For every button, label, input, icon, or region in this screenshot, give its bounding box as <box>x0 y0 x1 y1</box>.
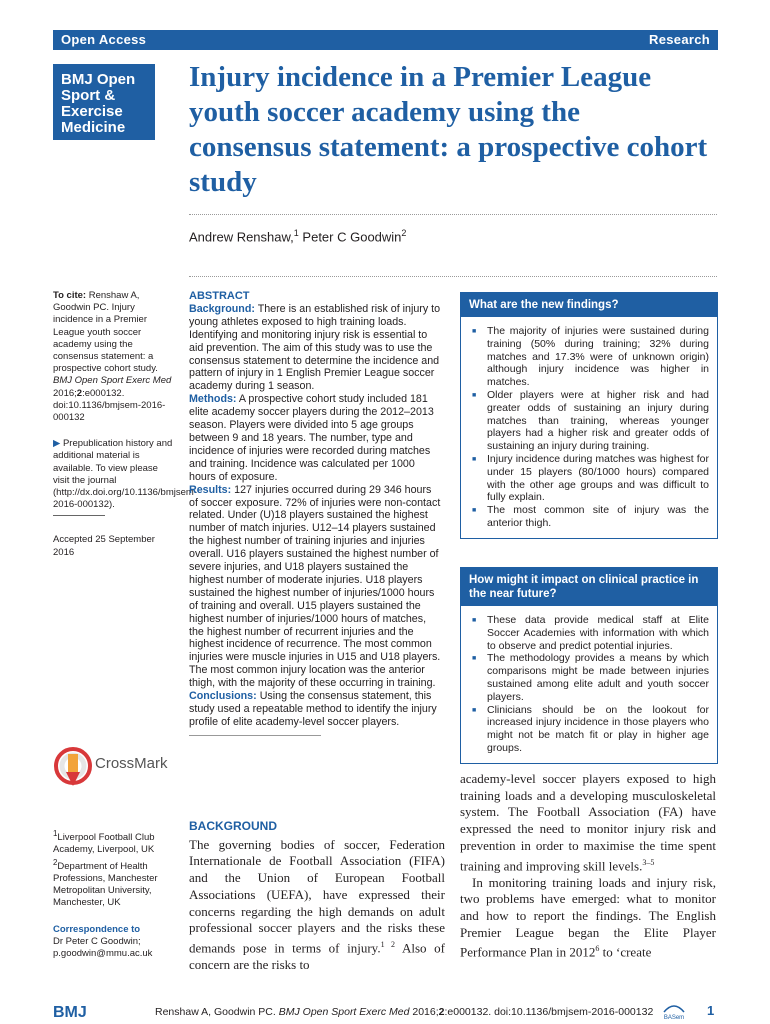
affiliation-1-text: Liverpool Football Club Academy, Liverpool, UK <box>53 832 155 856</box>
background-section <box>189 818 445 974</box>
prepub-text: Prepublication history and additional material is available. To view please visit the journal (http://dx.doi.org/10.1136/bmjsem-2016-000132). <box>53 438 197 511</box>
abstract-results <box>189 484 441 691</box>
affiliations <box>53 828 173 960</box>
cite-volume: 2 <box>76 387 83 399</box>
author-list <box>189 228 406 244</box>
triangle-icon: ▶ <box>53 438 61 450</box>
footer-year: 2016; <box>412 1006 439 1018</box>
cite-label: To cite: <box>53 290 87 301</box>
page-number: 1 <box>707 1003 715 1018</box>
abstract-heading: ABSTRACT <box>189 290 250 302</box>
accepted-date: Accepted 25 September 2016 <box>53 534 155 558</box>
author-2: Peter C Goodwin <box>302 229 402 245</box>
abstract-end-rule <box>189 735 321 736</box>
correspondence-label: Correspondence to <box>53 923 141 935</box>
clinical-impact-list <box>461 614 709 755</box>
affiliation-2-text: Department of Health Professions, Manchester Metropolitan University, Manchester, UK <box>53 860 158 909</box>
background-heading: BACKGROUND <box>189 819 277 833</box>
abstract-methods-text: A prospective cohort study included 181 elite academy soccer players during the 2012–2013 season. Players were divided into 5 age groups between 9 and 18 years. The number, type and incidence of injuries were recorded during matches and training. Incidence was calculated per 1000 hours of exposure. <box>189 393 434 483</box>
list-item: ■ The methodology provides a means by which comparisons might be made between injuries sustained among elite adult and youth soccer players. <box>487 652 709 703</box>
cite-block <box>53 290 173 424</box>
article-title: Injury incidence in a Premier League youth soccer academy using the consensus statement: a prospective cohort study <box>189 61 708 198</box>
authors-divider <box>189 276 717 277</box>
list-item: ■ Older players were at higher risk and had greater odds of sustaining an injury during matches than training, whereas younger players had a higher risk and greater odds of sustaining an injury during training. <box>487 389 709 453</box>
body-paragraph-2 <box>460 875 716 962</box>
list-item: ■ These data provide medical staff at Elite Soccer Academies with information with which to observe and predict potential injuries. <box>487 614 709 652</box>
author-1-affil: 1 <box>293 228 299 238</box>
body-paragraph-1-ref[interactable]: 3–5 <box>642 857 655 867</box>
crossmark-label: CrossMark <box>95 755 168 772</box>
background-ref[interactable]: 1 2 <box>380 939 395 949</box>
body-paragraph-2-text: In monitoring training loads and injury risk, two problems have emerged: what to monitor and how to report the findings. The English Premier League began the Elite Player Performance Plan in 2012 <box>460 874 716 960</box>
journal-logo <box>53 64 155 140</box>
top-banner <box>53 30 718 50</box>
article-type-label: Research <box>649 32 710 47</box>
cite-journal: BMJ Open Sport Exerc Med <box>53 375 172 387</box>
footer-doi: :e000132. doi:10.1136/bmjsem-2016-000132 <box>444 1006 654 1018</box>
abstract-results-text: 127 injuries occurred during 29 346 hours of soccer exposure. 72% of injuries were non-contact related. Under (U)18 players sustained the highest number of match injuries. U12–14 players sustained the highest number of training injuries and injuries overall. U16 players sustained the highest number of severe injuries, and U18 players sustained the highest number of moderate injuries. U18 players sustained the highest number of injuries/1000 hours of training and overall. U15 players sustained the highest number of injuries/1000 hours of matches, the highest number of recurrent injuries and the highest incidence of recurrence. The most common injuries were muscle injuries in U15 and U18 players. The most common injury location was the anterior thigh, with the majority of these occurring in training. <box>189 483 441 690</box>
abstract-methods-label: Methods: <box>189 393 237 406</box>
new-findings-box <box>460 292 718 539</box>
body-right-column <box>460 771 716 961</box>
affiliation-1-num: 1 <box>53 829 58 838</box>
list-item: ■ Injury incidence during matches was highest for under 15 players (80/1000 hours) compared with the other age groups and was difficult to fully explain. <box>487 453 709 504</box>
abstract-methods <box>189 393 441 483</box>
crossmark-icon <box>53 746 93 790</box>
correspondence-name: Dr Peter C Goodwin; <box>53 935 141 947</box>
cite-text: Renshaw A, Goodwin PC. Injury incidence in a Premier League youth soccer academy using the consensus statement: a prospective cohort study. <box>53 290 158 375</box>
basem-logo <box>662 1003 686 1021</box>
open-access-label: Open Access <box>61 32 147 47</box>
footer-citation <box>155 1006 653 1018</box>
logo-line-1: BMJ Open <box>61 71 136 88</box>
prepub-note[interactable] <box>53 438 197 511</box>
logo-line-4: Medicine <box>61 119 126 136</box>
basem-label: BASem <box>663 1015 685 1021</box>
crossmark-badge[interactable] <box>53 746 173 790</box>
abstract-results-label: Results: <box>189 483 232 496</box>
cite-doi: :e000132. doi:10.1136/bmjsem-2016-000132 <box>53 387 166 424</box>
logo-line-3: Exercise <box>61 103 123 120</box>
affiliation-2 <box>53 857 173 910</box>
sidebar-rule <box>53 515 105 516</box>
list-item: ■ Clinicians should be on the lookout for increased injury incidence in those players who might not be match fit or play in higher age groups. <box>487 704 709 755</box>
clinical-impact-title: How might it impact on clinical practice in the near future? <box>461 568 717 606</box>
clinical-impact-box <box>460 567 718 764</box>
abstract-conclusions-text: Using the consensus statement, this study used a repeatable method to identify the injury profile of elite academy-level soccer players. <box>189 690 437 728</box>
abstract-background-label: Background: <box>189 302 255 315</box>
new-findings-title: What are the new findings? <box>461 293 717 317</box>
basem-icon <box>662 1003 686 1013</box>
footer-authors: Renshaw A, Goodwin PC. <box>155 1006 276 1018</box>
body-paragraph-1 <box>460 771 716 875</box>
title-divider <box>189 214 717 215</box>
list-item: ■ The most common site of injury was the anterior thigh. <box>487 504 709 530</box>
footer-volume: 2 <box>438 1006 445 1018</box>
new-findings-list <box>461 325 709 530</box>
background-text: The governing bodies of soccer, Federation Internationale de Football Association (FIFA) and the Union of European Football Associations (UEFA), have expressed their concerns regarding the high demands on adult professional soccer players and the risks these demands pose in terms of injury. <box>189 836 445 956</box>
abstract-conclusions-label: Conclusions: <box>189 690 257 703</box>
sidebar <box>53 290 197 959</box>
abstract-background-text: There is an established risk of injury to young athletes exposed to high training loads. Identifying and monitoring injury risk is essential to aid prevention. The aim of this study was to use the consensus statement to determine the incidence and pattern of injury in 1 English Premier League soccer academy during 1 season. <box>189 302 441 393</box>
abstract <box>189 290 441 736</box>
abstract-background <box>189 303 441 393</box>
bmj-logo: BMJ <box>53 1004 87 1021</box>
body-paragraph-2-end: to ‘create <box>602 944 652 960</box>
cite-year: 2016; <box>53 387 77 399</box>
list-item: ■ The majority of injuries were sustained during training (50% during training; 32% during matches and 17.3% were of unknown origin) although injury incidence was higher in matches. <box>487 325 709 389</box>
correspondence-email[interactable]: p.goodwin@mmu.ac.uk <box>53 947 153 959</box>
author-2-affil: 2 <box>401 228 407 238</box>
background-text-continued: Also of concern are the risks to <box>189 940 445 972</box>
abstract-conclusions <box>189 690 441 729</box>
logo-line-2: Sport & <box>61 87 116 104</box>
author-1: Andrew Renshaw, <box>189 229 294 245</box>
footer-journal: BMJ Open Sport Exerc Med <box>278 1006 410 1018</box>
affiliation-2-num: 2 <box>53 857 58 867</box>
body-paragraph-1-text: academy-level soccer players exposed to high training loads and a developing musculoskeletal system. The Football Association (FA) have expressed the need to monitor injury risk and prevention in order to maximise the time spent training and improving skill levels. <box>460 771 716 873</box>
affiliation-1 <box>53 828 173 857</box>
body-paragraph-2-ref[interactable]: 6 <box>595 944 600 954</box>
